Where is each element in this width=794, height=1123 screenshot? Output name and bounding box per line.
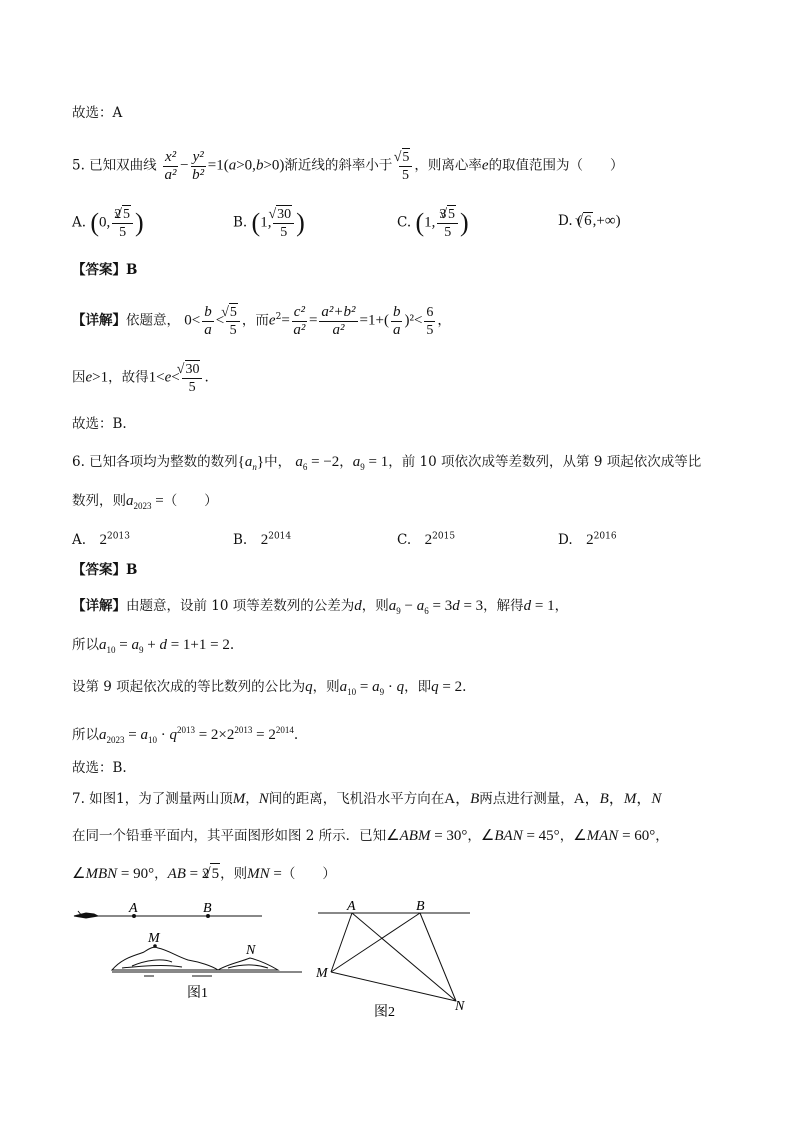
figure-2-label: 图2	[374, 1005, 395, 1020]
svg-text:B: B	[416, 899, 425, 914]
q5-answer: 【答案】B	[72, 262, 138, 278]
q7-stem-3: ∠MBN = 90°，AB = 2√ 5，则MN =（ ）	[72, 863, 336, 884]
q6-option-b: B. $2^{2014}$	[233, 531, 292, 548]
q7-stem-2: 在同一个铅垂平面内，其平面图形如图 2 所示．已知∠ABM = 30°，∠BAN = 45°，∠MAN = 60°，	[72, 828, 669, 844]
svg-text:M: M	[316, 966, 328, 981]
figure-2	[316, 898, 476, 1028]
svg-text:N: N	[246, 943, 256, 958]
q5-option-b: B. (1, √ $\frac{30}{5}$ )	[233, 205, 305, 241]
q6-detail-1: 【详解】由题意，设前 10 项等差数列的公差为d，则$a_9 - a_6 = 3d = 3$，解得d = 1，	[72, 598, 569, 616]
q6-final: 故选：B.	[72, 760, 127, 776]
q5-option-c: C. (1, $\frac{3√ 5}{5}$ )	[397, 205, 469, 241]
q6-stem-2: 数列，则$a_{2023}$ =（ ）	[72, 493, 218, 511]
q6-detail-3: 设第 9 项起依次成的等比数列的公比为q，则$a_{10} = a_9 \cdot q$，即q = 2.	[72, 679, 467, 697]
q5-option-a: A. (0, $\frac{2√ 5}{5}$ )	[72, 205, 144, 241]
q6-option-d: D. $2^{2016}$	[558, 531, 617, 548]
q4-answer: 故选：A	[72, 105, 123, 121]
q6-detail-4: 所以$a_{2023} = a_{10} \cdot q^{2013} = 2\times 2^{2013} = 2^{2014}$.	[72, 725, 299, 745]
q6-answer: 【答案】B	[72, 562, 138, 578]
svg-text:A: A	[347, 899, 356, 914]
q5-detail-1: 【详解】依题意， 0< $\frac{b}{a}$ < √ $\frac{5}{5}$ ，而$e^2=$ $\frac{\text{c²}}{\text{a²}}$ = $\frac{\text{a²+b²}}{\text{a²}}$ =1+( $\frac{b}{a}$ )²< $\frac{6}{5}$ ，	[72, 303, 451, 339]
svg-text:N: N	[455, 999, 465, 1014]
q6-option-a: A. $2^{2013}$	[72, 531, 130, 548]
figure-1	[72, 900, 312, 1010]
q6-detail-2: 所以$a_{10} = a_9 + d = 1+1 = 2$.	[72, 637, 235, 655]
q5-stem: 5. 已知双曲线 $\frac{\text{x²}}{\text{a²}}$ − $\frac{\text{y²}}{\text{b²}}$ =1(a>0,b>0)渐近线的斜率小于 √ $\frac{5}{5}$ ，则离心率e的取值范围为（ ）	[72, 148, 624, 184]
svg-text:B: B	[203, 901, 212, 916]
q5-final: 故选：B.	[72, 416, 127, 432]
figure-1-label: 图1	[187, 986, 208, 1001]
svg-text:M: M	[148, 931, 160, 946]
q5-option-d: D. (√ 6,+∞)	[558, 212, 621, 230]
q6-option-c: C. $2^{2015}$	[397, 531, 456, 548]
q6-stem-1: 6. 已知各项均为整数的数列$\{a_n\}$中， $a_6 = -2$，$a_9 = 1$，前 10 项依次成等差数列，从第 9 项起依次成等比	[72, 454, 702, 472]
q5-detail-2: 因e>1，故得1<e< √ $\frac{30}{5}$ .	[72, 360, 209, 396]
q7-stem-1: 7. 如图1，为了测量两山顶M，N间的距离，飞机沿水平方向在A，B两点进行测量，A，B，M，N	[72, 791, 662, 807]
svg-text:A: A	[129, 901, 138, 916]
